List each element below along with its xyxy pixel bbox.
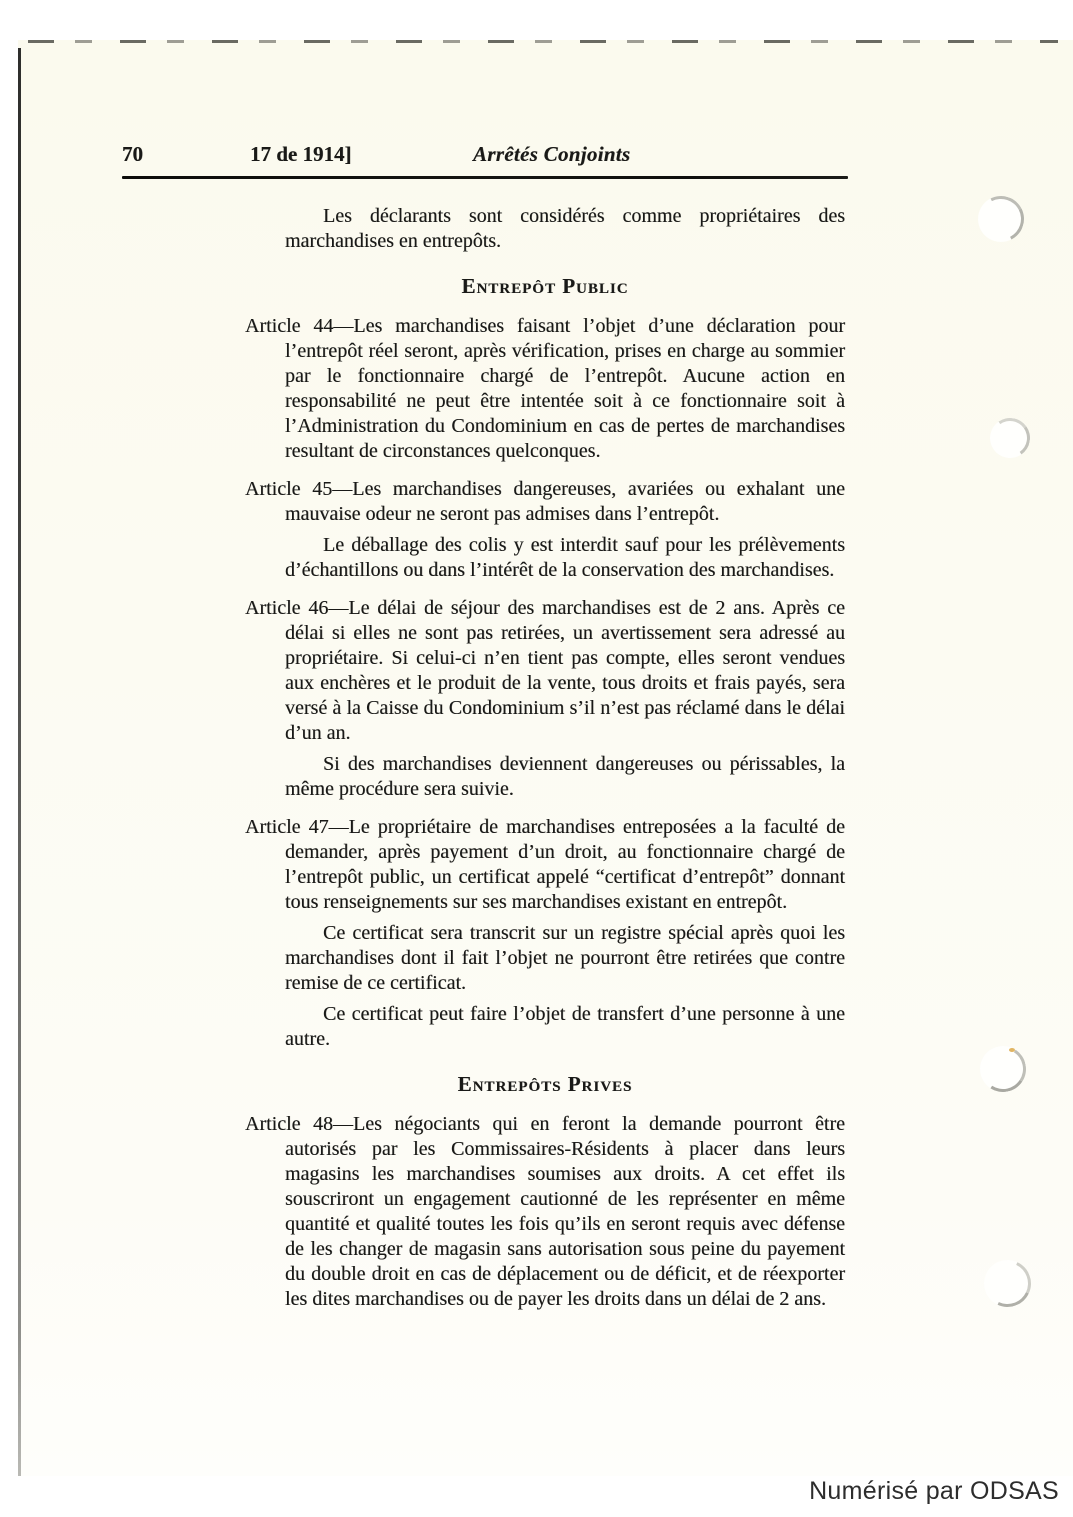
intro-paragraph: Les déclarants sont considérés comme propriétaires des marchandises en entrepôts. <box>285 205 845 252</box>
page-header <box>0 142 1073 168</box>
article-47-subparagraph-1: Ce certificat sera transcrit sur un registre spécial après quoi les marchandises dont il fait l’objet ne pourront être retirées que contre remise de ce certificat. <box>285 922 845 994</box>
article-46-subparagraph: Si des marchandises deviennent dangereuses ou périssables, la même procédure sera suivie. <box>285 753 845 800</box>
section-heading-entrepots-prives: Entrepôts Prives <box>457 1072 633 1096</box>
scan-speck-artifact <box>1009 1048 1015 1052</box>
article-46-paragraph: Article 46—Le délai de séjour des marchandises est de 2 ans. Après ce délai si elles ne sont pas retirées, un avertissement sera adressé au propriétaire. Si celui-ci n’en tient pas compte, elles seront vendues aux enchères et le produit de la vente, tous droits et frais payés, sera versé à la Caisse du Condominium s’il n’est pas réclamé dans le délai d’un an. <box>245 597 845 744</box>
page-spine-edge <box>18 48 21 1476</box>
section-heading-entrepot-public: Entrepôt Public <box>461 274 629 298</box>
article-47-subparagraph-2: Ce certificat peut faire l’objet de transfert d’une personne à une autre. <box>285 1003 845 1050</box>
digitization-credit: Numérisé par ODSAS <box>809 1477 1059 1505</box>
article-48-paragraph: Article 48—Les négociants qui en feront la demande pourront être autorisés par les Commissaires-Résidents à placer dans leurs magasins les marchandises soumises aux droits. A cet effet ils souscriront un engagement cautionné de les représenter en même quantité et qualité toutes les fois qu’ils en seront requis avec défense de les changer de magasin sans autorisation sous peine du payement du double droit en cas de déplacement ou de déficit, et de réexporter les dites marchandises ou de payer les droits dans un délai de 2 ans. <box>245 1113 845 1310</box>
article-45-paragraph: Article 45—Les marchandises dangereuses, avariées ou exhalant une mauvaise odeur ne seront pas admises dans l’entrepôt. <box>245 478 845 525</box>
scan-edge-artifact-top <box>28 40 1058 43</box>
page-number: 70 <box>122 142 143 166</box>
journal-title: Arrêtés Conjoints <box>473 142 631 166</box>
article-45-subparagraph: Le déballage des colis y est interdit sauf pour les prélèvements d’échantillons ou dans l’intérêt de la conservation des marchandises. <box>285 534 845 581</box>
document-body <box>245 204 845 1312</box>
volume-reference: 17 de 1914] <box>250 142 352 166</box>
article-44-paragraph: Article 44—Les marchandises faisant l’objet d’une déclaration pour l’entrepôt réel seront, après vérification, prises en charge au sommier par le fonctionnaire chargé de l’entrepôt. Aucune action en responsabilité ne peut être intentée soit à ce fonctionnaire soit à l’Administration du Condominium en cas de pertes de marchandises resultant de circonstances quelconques. <box>245 315 845 462</box>
header-rule <box>122 176 848 179</box>
article-47-paragraph: Article 47—Le propriétaire de marchandises entreposées a la faculté de demander, après payement d’un droit, au fonctionnaire chargé de l’entrepôt public, un certificat appelé “certificat d’entrepôt” donnant tous renseignements sur ses marchandises existant en entrepôt. <box>245 816 845 913</box>
